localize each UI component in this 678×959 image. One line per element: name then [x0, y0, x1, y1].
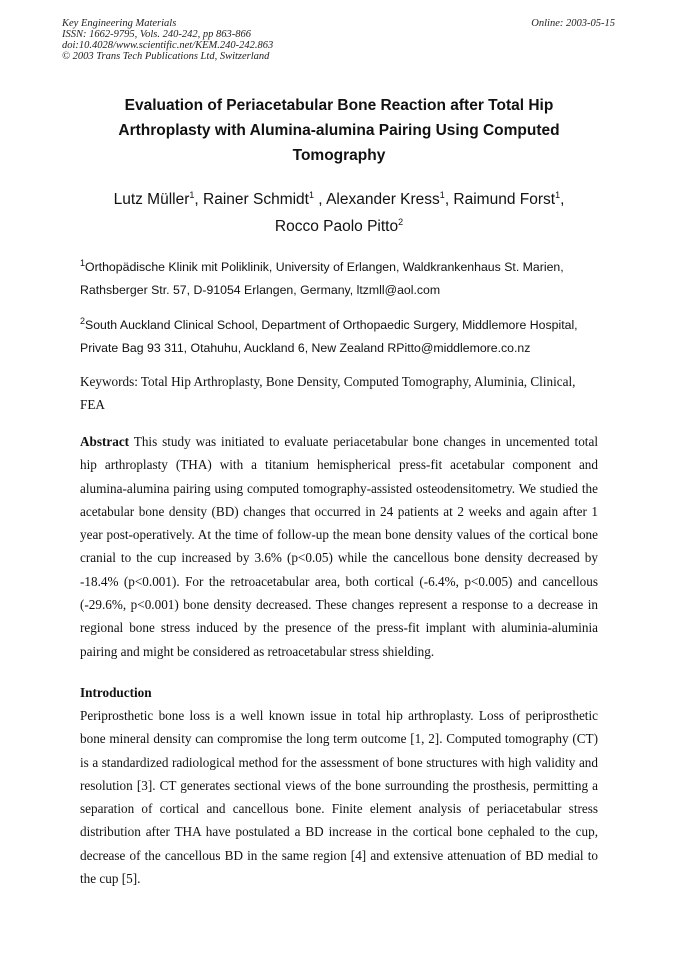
affiliation-2-line-2: Private Bag 93 311, Otahuhu, Auckland 6, New Zealand RPitto@middlemore.co.nz: [80, 341, 531, 355]
author-4-affiliation: 1: [555, 189, 561, 200]
copyright-line: © 2003 Trans Tech Publications Ltd, Switzerland: [62, 51, 270, 62]
affiliation-1-text-1: Orthopädische Klinik mit Poliklinik, University of Erlangen, Waldkrankenhaus St. Marien,: [85, 260, 564, 274]
abstract: [80, 430, 598, 663]
paper-title: [80, 93, 598, 168]
affiliation-1: [80, 256, 600, 302]
doi-line: doi:10.4028/www.scientific.net/KEM.240-242.863: [62, 40, 274, 51]
author-2: , Rainer Schmidt: [194, 191, 309, 208]
author-list: [80, 186, 598, 240]
affiliation-2-line-1: [80, 314, 600, 337]
affiliation-2: [80, 314, 600, 360]
author-1-affiliation: 1: [189, 189, 195, 200]
author-5-affiliation: 2: [398, 216, 404, 227]
online-date: Online: 2003-05-15: [531, 18, 615, 29]
affiliation-1-marker: 1: [80, 257, 86, 268]
authors-line-2: [80, 213, 598, 240]
abstract-text: This study was initiated to evaluate periacetabular bone changes in uncemented total hip arthroplasty (THA) with a titanium hemispherical press-fit acetabular component and alumina-alumina pairing using computed tomography-assisted osteodensitometry. We studied the acetabular bone density (BD) changes that occurred in 24 patients at 2 weeks and again after 1 year post-operatively. At the time of follow-up the mean bone density values of the cortical bone cranial to the cup increased by 3.6% (p<0.05) while the cancellous bone density decreased by -18.4% (p<0.001). For the retroacetabular area, both cortical (-6.4%, p<0.005) and cancellous (-29.6%, p<0.001) bone density decreased. These changes represent a response to a decrease in regional bone stress induced by the presence of the press-fit implant with aluminia-aluminia pairing and might be considered as retroacetabular stress shielding.: [80, 434, 598, 659]
author-4: , Raimund Forst: [444, 191, 556, 208]
journal-header: [62, 18, 273, 62]
title-line-2: Arthroplasty with Alumina-alumina Pairing Using Computed: [118, 122, 560, 139]
author-3-affiliation: 1: [439, 189, 445, 200]
author-2-affiliation: 1: [308, 189, 314, 200]
issn-line: ISSN: 1662-9795, Vols. 240-242, pp 863-866: [62, 29, 251, 40]
author-5: Rocco Paolo Pitto: [274, 218, 399, 235]
journal-name: Key Engineering Materials: [62, 18, 177, 29]
affiliation-1-line-1: [80, 256, 600, 279]
author-3: , Alexander Kress: [314, 191, 440, 208]
affiliation-1-line-2: Rathsberger Str. 57, D-91054 Erlangen, Germany, ltzmll@aol.com: [80, 283, 441, 297]
introduction-heading: Introduction: [80, 685, 152, 700]
introduction-text: Periprosthetic bone loss is a well known issue in total hip arthroplasty. Loss of periprosthetic bone mineral density can compromise the long term outcome [1, 2]. Computed tomography (CT) is a standardized radiological method for the assessment of bone structures with high validity and resolution [3]. CT generates sectional views of the bone surrounding the prosthesis, permitting a separation of cortical and cancellous bone. Finite element analysis of periacetabular stress distribution after THA have postulated a BD increase in the cortical bone cephaled to the cup, decrease of the cancellous BD in the same region [4] and extensive attenuation of BD medial to the cup [5].: [80, 708, 598, 887]
authors-line-1: [80, 186, 598, 213]
title-line-1: Evaluation of Periacetabular Bone Reaction after Total Hip: [124, 97, 554, 114]
author-separator: ,: [560, 191, 565, 208]
keywords: Keywords: Total Hip Arthroplasty, Bone Density, Computed Tomography, Aluminia, Clinical, FEA: [80, 374, 576, 413]
title-line-3: Tomography: [292, 147, 386, 164]
abstract-label: Abstract: [80, 434, 130, 449]
affiliation-2-text-1: South Auckland Clinical School, Department of Orthopaedic Surgery, Middlemore Hospital,: [85, 318, 578, 332]
affiliation-2-marker: 2: [80, 315, 86, 326]
author-1: Lutz Müller: [113, 191, 190, 208]
